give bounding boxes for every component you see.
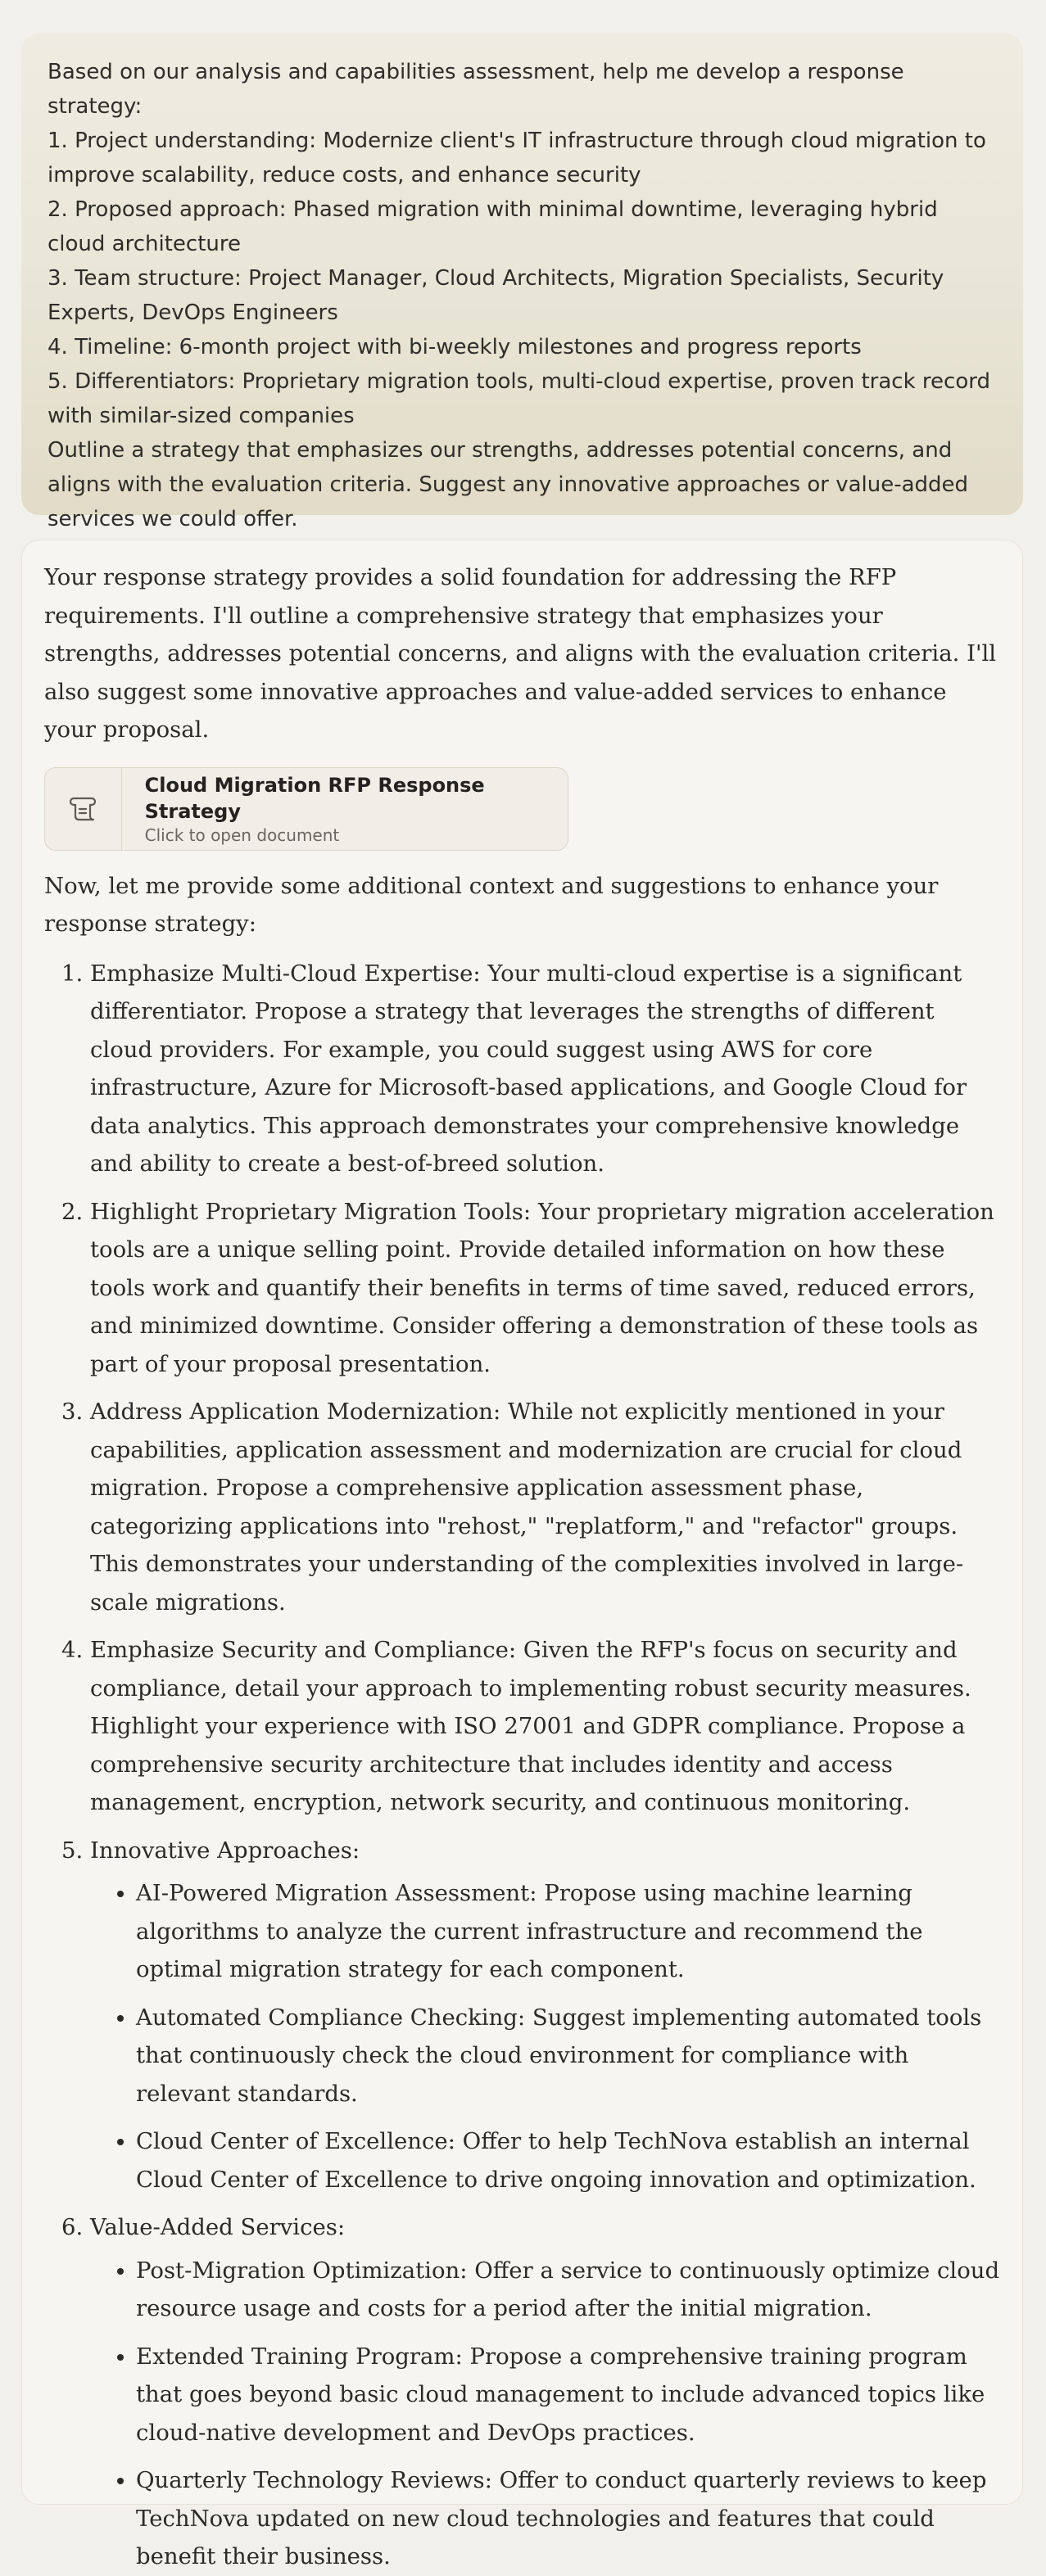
bullet-item: • Extended Training Program: Propose a comprehensive training program that goes beyond basic cloud management to include advanced topics like cloud-native development and DevOps practices. <box>136 2338 1003 2452</box>
user-message-line: 3. Team structure: Project Manager, Cloud Architects, Migration Specialists, Security Experts, DevOps Engineers <box>48 266 944 325</box>
user-message-line: Based on our analysis and capabilities assessment, help me develop a response strategy: <box>48 60 904 119</box>
list-item: 2. Highlight Proprietary Migration Tools: Your proprietary migration acceleration tools are a unique selling point. Provide detailed information on how these tools work and quantify their benefits in terms of time saved, reduced errors, and minimized downtime. Consider offering a demonstration of these tools as part of your proposal presentation. <box>90 1193 1003 1384</box>
list-item: 3. Address Application Modernization: While not explicitly mentioned in your capabilities, application assessment and modernization are crucial for cloud migration. Propose a comprehensive application assessment phase, categorizing applications into "rehost," "replatform," and "refactor" groups. This demonstrates your understanding of the complexities involved in large-scale migrations. <box>90 1393 1003 1621</box>
bullet-item: • Post-Migration Optimization: Offer a service to continuously optimize cloud resource usage and costs for a period after the initial migration. <box>136 2252 1003 2328</box>
bullet-item: • Quarterly Technology Reviews: Offer to conduct quarterly reviews to keep TechNova updated on new cloud technologies and features that could benefit their business. <box>136 2461 1003 2576</box>
assistant-followup: Now, let me provide some additional context and suggestions to enhance your response strategy: <box>44 872 939 937</box>
bullet-item: • AI-Powered Migration Assessment: Propose using machine learning algorithms to analyze the current infrastructure and recommend the optimal migration strategy for each component. <box>136 1874 1003 1989</box>
value-added-list <box>90 2252 1003 2576</box>
suggestion-list <box>44 955 1003 2576</box>
artifact-title: Cloud Migration RFP Response Strategy <box>144 773 485 823</box>
bullet-item: • Automated Compliance Checking: Suggest implementing automated tools that continuously check the cloud environment for compliance with relevant standards. <box>136 1999 1003 2113</box>
user-message <box>21 34 1023 531</box>
list-item-innovative <box>90 1832 1003 2199</box>
user-message-line: 4. Timeline: 6-month project with bi-weekly milestones and progress reports <box>48 335 862 359</box>
artifact-card[interactable] <box>44 767 568 851</box>
list-item-label: Innovative Approaches: <box>90 1837 360 1864</box>
assistant-intro: Your response strategy provides a solid foundation for addressing the RFP requirements. I'll outline a comprehensive strategy that emphasizes your strengths, addresses potential concerns, and aligns with the evaluation criteria. I'll also suggest some innovative approaches and value-added services to enhance your proposal. <box>44 564 997 743</box>
list-item-label: Value-Added Services: <box>90 2214 346 2240</box>
artifact-subtitle: Click to open document <box>144 825 340 845</box>
user-message-line: 5. Differentiators: Proprietary migration tools, multi-cloud expertise, proven track record with similar-sized companies <box>48 369 990 428</box>
user-message-line: 2. Proposed approach: Phased migration with minimal downtime, leveraging hybrid cloud architecture <box>48 197 938 256</box>
user-message-line: Outline a strategy that emphasizes our strengths, addresses potential concerns, and aligns with the evaluation criteria. Suggest any innovative approaches or value-added services we could offer. <box>48 438 969 531</box>
list-item: 4. Emphasize Security and Compliance: Given the RFP's focus on security and compliance, detail your approach to implementing robust security measures. Highlight your experience with ISO 27001 and GDPR compliance. Propose a comprehensive security architecture that includes identity and access management, encryption, network security, and continuous monitoring. <box>90 1631 1003 1822</box>
bullet-item: • Cloud Center of Excellence: Offer to help TechNova establish an internal Cloud Center of Excellence to drive ongoing innovation and optimization. <box>136 2122 1003 2199</box>
innovative-list <box>90 1874 1003 2199</box>
assistant-message <box>21 540 1023 2569</box>
list-item: 1. Emphasize Multi-Cloud Expertise: Your multi-cloud expertise is a significant differentiator. Propose a strategy that leverages the strengths of different cloud providers. For example, you could suggest using AWS for core infrastructure, Azure for Microsoft-based applications, and Google Cloud for data analytics. This approach demonstrates your comprehensive knowledge and ability to create a best-of-breed solution. <box>90 955 1003 1183</box>
list-item-value-added <box>90 2208 1003 2576</box>
user-message-line: 1. Project understanding: Modernize client's IT infrastructure through cloud migration to improve scalability, reduce costs, and enhance security <box>48 129 986 188</box>
document-scroll-icon <box>45 768 122 850</box>
